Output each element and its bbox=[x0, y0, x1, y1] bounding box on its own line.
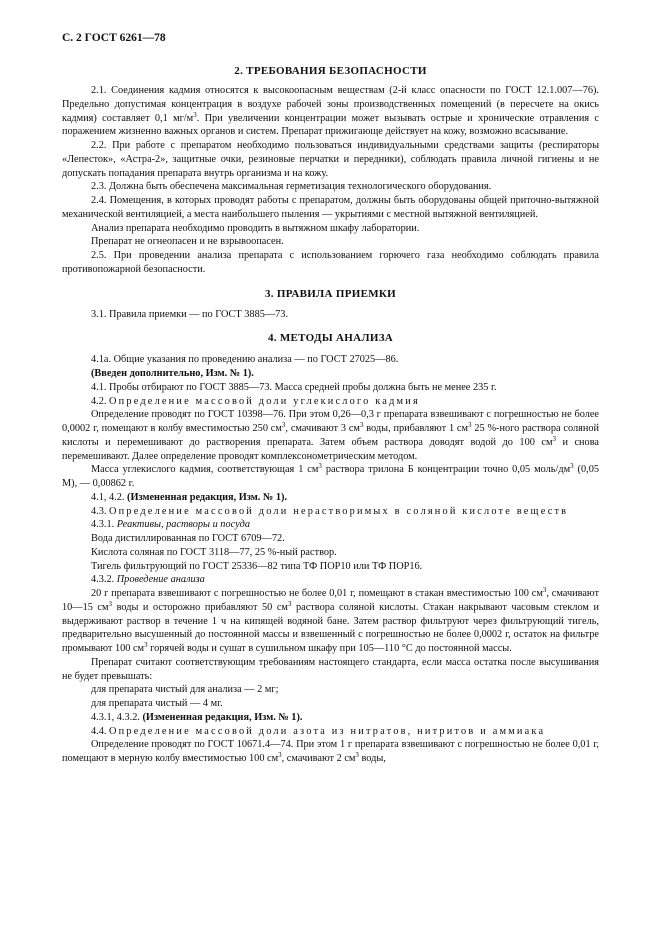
paragraph-2-4-nonflammable: Препарат не огнеопасен и не взрывоопасен. bbox=[91, 236, 284, 248]
amendment-note-4-1a: (Введен дополнительно, Изм. № 1). bbox=[91, 368, 254, 379]
paragraph-4-3-2-heading: 4.3.2. Проведение анализа bbox=[91, 574, 205, 586]
reagent-acid: Кислота соляная по ГОСТ 3118—77, 25 %-ный раствор. bbox=[91, 546, 337, 558]
section-3-title: 3. ПРАВИЛА ПРИЕМКИ bbox=[264, 287, 397, 300]
paragraph-2-4: 2.4. Помещения, в которых проводят работы с препаратом, должны быть оборудованы общей приточно-вытяжной механической вентиляцией, а места наибольшего пыления — укрытиями с местной вытяжной вентиляцией. bbox=[62, 195, 599, 220]
paragraph-2-1: 2.1. Соединения кадмия относятся к высокоопасным веществам (2-й класс опасности по ГОСТ 12.1.007—76). Предельно допустимая концентрация в воздухе рабочей зоны производственных помещений (в пересчете на окись кадмия) составляет 0,1 $мг/м^3$. При увеличении концентрации может вызывать острые и хронические отравления с поражением жизненно важных органов и систем. Препарат прижигающе действует на кожу, возможно всасывание. bbox=[62, 85, 599, 138]
section-2-title: 2. ТРЕБОВАНИЯ БЕЗОПАСНОСТИ bbox=[234, 65, 427, 77]
paragraph-2-3: 2.3. Должна быть обеспечена максимальная герметизация технологического оборудования. bbox=[91, 181, 492, 193]
paragraph-4-3-2-criteria: Препарат считают соответствующим требованиям настоящего стандарта, если масса остатка после высушивания не будет превышать: bbox=[62, 656, 599, 682]
criteria-pure-grade: для препарата чистый — 4 мг. bbox=[91, 698, 223, 709]
paragraph-4-4-heading: 4.4. Определение массовой доли азота из нитратов, нитритов и аммиака bbox=[91, 725, 546, 737]
section-4-title: 4. МЕТОДЫ АНАЛИЗА bbox=[267, 332, 394, 345]
criteria-analytical-grade: для препарата чистый для анализа — 2 мг; bbox=[91, 684, 279, 696]
paragraph-2-5: 2.5. При проведении анализа препарата с использованием горючего газа необходимо соблюдать правила противопожарной безопасности. bbox=[62, 250, 599, 275]
amendment-note-4-1-4-2: 4.1, 4.2. (Измененная редакция, Изм. № 1). bbox=[91, 491, 287, 503]
running-header: С. 2 ГОСТ 6261—78 bbox=[62, 32, 166, 44]
paragraph-4-2-mass: Масса углекислого кадмия, соответствующая 1 $см^3$ раствора трилона Б концентрации точно 0,05 моль/$дм^3$ (0,05 М), — 0,00862 г. bbox=[62, 462, 600, 489]
paragraph-4-3-1-heading: 4.3.1. Реактивы, растворы и посуда bbox=[91, 519, 251, 531]
paragraph-4-3-2: 20 г препарата взвешивают с погрешностью не более 0,01 г, помещают в стакан вместимостью 100 $см^3$, смачивают 10—15 $см^3$ воды и осторожно прибавляют 50 $см^3$ раствора соляной кислоты. Стакан накрывают часовым стеклом и выдерживают раствор в течение 1 ч на кипящей водяной бане. Затем раствор фильтруют через фильтрующий тигель, предварительно высушенный до постоянной массы и взвешенный с погрешностью не более 0,0002 г, остаток на фильтре промывают 100 $см^3$ горячей воды и сушат в сушильном шкафу при 105—110 °С до постоянной массы. bbox=[62, 586, 600, 654]
paragraph-4-4: Определение проводят по ГОСТ 10671.4—74. При этом 1 г препарата взвешивают с погрешностью не более 0,01 г, помещают в мерную колбу вместимостью 100 $см^3$, смачивают 2 $см^3$ воды, bbox=[62, 739, 599, 764]
paragraph-2-2: 2.2. При работе с препаратом необходимо пользоваться индивидуальными средствами защиты (респираторы «Лепесток», «Астра-2», защитные очки, резиновые перчатки и передники), соблюдать правила личной гигиены и не допускать попадания препарата внутрь организма и на кожу. bbox=[62, 140, 599, 179]
paragraph-4-2: Определение проводят по ГОСТ 10398—76. При этом 0,26—0,3 г препарата взвешивают с погрешностью не более 0,0002 г, помещают в колбу вместимостью 250 $см^3$, смачивают 3 $см^3$ воды, прибавляют 1 $см^3$ 25 %-ного раствора соляной кислоты и перемешивают до растворения препарата. Затем объем раствора доводят водой до 100 $см^3$ и снова перемешивают. Далее определение проводят комплексонометрическим методом. bbox=[62, 409, 600, 462]
paragraph-4-2-heading: 4.2. Определение массовой доли углекислого кадмия bbox=[91, 395, 420, 407]
amendment-note-4-3-1-4-3-2: 4.3.1, 4.3.2. (Измененная редакция, Изм. № 1). bbox=[91, 711, 303, 723]
paragraph-4-1: 4.1. Пробы отбирают по ГОСТ 3885—73. Масса средней пробы должна быть не менее 235 г. bbox=[91, 381, 497, 393]
paragraph-4-3-heading: 4.3. Определение массовой доли нерастворимых в соляной кислоте веществ bbox=[91, 505, 569, 517]
paragraph-3-1: 3.1. Правила приемки — по ГОСТ 3885—73. bbox=[91, 308, 289, 320]
reagent-water: Вода дистиллированная по ГОСТ 6709—72. bbox=[91, 533, 285, 544]
paragraph-2-4-fume-hood: Анализ препарата необходимо проводить в вытяжном шкафу лаборатории. bbox=[91, 222, 420, 234]
paragraph-4-1a: 4.1а. Общие указания по проведению анализа — по ГОСТ 27025—86. bbox=[91, 354, 399, 366]
reagent-crucible: Тигель фильтрующий по ГОСТ 25336—82 типа ТФ ПОР10 или ТФ ПОР16. bbox=[91, 560, 423, 572]
